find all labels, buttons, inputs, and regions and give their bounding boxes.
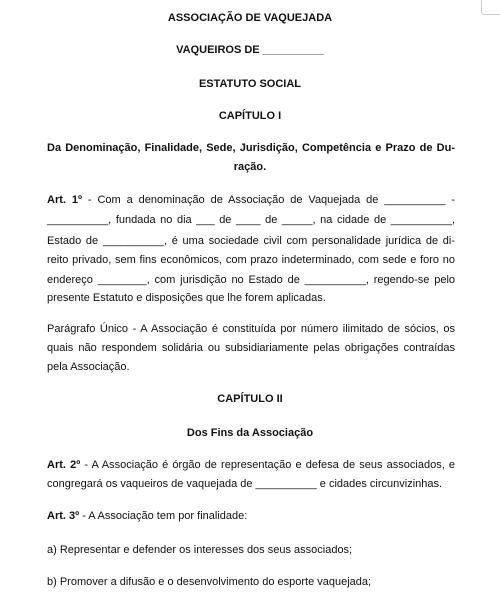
association-title: ASSOCIAÇÃO DE VAQUEJADA xyxy=(167,12,333,24)
chapter1-title: CAPÍTULO I xyxy=(218,110,282,122)
art3-line1-text: - A Associação tem por finalidade: xyxy=(79,510,248,522)
art1-line5: endereço ________, com jurisdição no Estado de __________, regendo-se pelo xyxy=(47,274,455,286)
art3-line1 xyxy=(47,509,455,523)
art2-line1-text: - A Associação é órgão de representação e defesa de seus associados, e xyxy=(80,459,455,471)
art1-line2: __________, fundada no dia ___ de ____ de _____, na cidade de __________, xyxy=(47,214,455,226)
paragrafo-unico-line1: Parágrafo Único - A Associação é constituída por número ilimitado de sócios, os xyxy=(47,323,455,335)
art1-line3: Estado de __________, é uma sociedade civil com personalidade jurídica de di- xyxy=(47,235,455,247)
art1-line1-text: - Com a denominação de Associação de Vaquejada de __________ - xyxy=(82,194,456,206)
chapter2-subtitle: Dos Fins da Associação xyxy=(186,427,314,439)
art1-line4: reito privado, sem fins econômicos, com prazo indeterminado, com sede e foro no xyxy=(47,254,455,266)
art2-label: Art. 2º xyxy=(47,459,81,471)
art2-line1 xyxy=(47,458,455,472)
art3-label: Art. 3º xyxy=(47,510,80,522)
statute-title: ESTATUTO SOCIAL xyxy=(198,78,302,90)
chapter1-subtitle-line2: ração. xyxy=(233,161,267,173)
vaqueiros-title: VAQUEIROS DE __________ xyxy=(176,44,324,56)
art1-line1 xyxy=(47,193,455,207)
item-a: a) Representar e defender os interesses dos seus associados; xyxy=(47,544,353,556)
art1-label: Art. 1º xyxy=(47,194,82,206)
chapter2-title: CAPÍTULO II xyxy=(217,393,283,405)
art2-line2: congregará os vaqueiros de vaquejada de __________ e cidades circunvizinhas. xyxy=(47,478,443,490)
art1-line6: presente Estatuto e disposições que lhe forem aplicadas. xyxy=(47,292,326,304)
paragrafo-unico-line3: pela Associação. xyxy=(47,361,130,373)
item-b: b) Promover a difusão e o desenvolvimento do esporte vaquejada; xyxy=(47,576,372,588)
chapter1-subtitle-line1: Da Denominação, Finalidade, Sede, Jurisdição, Competência e Prazo de Du- xyxy=(47,142,455,154)
paragrafo-unico-line2: quais não respondem solidária ou subsidiariamente pelas obrigações contraídas xyxy=(47,342,455,354)
